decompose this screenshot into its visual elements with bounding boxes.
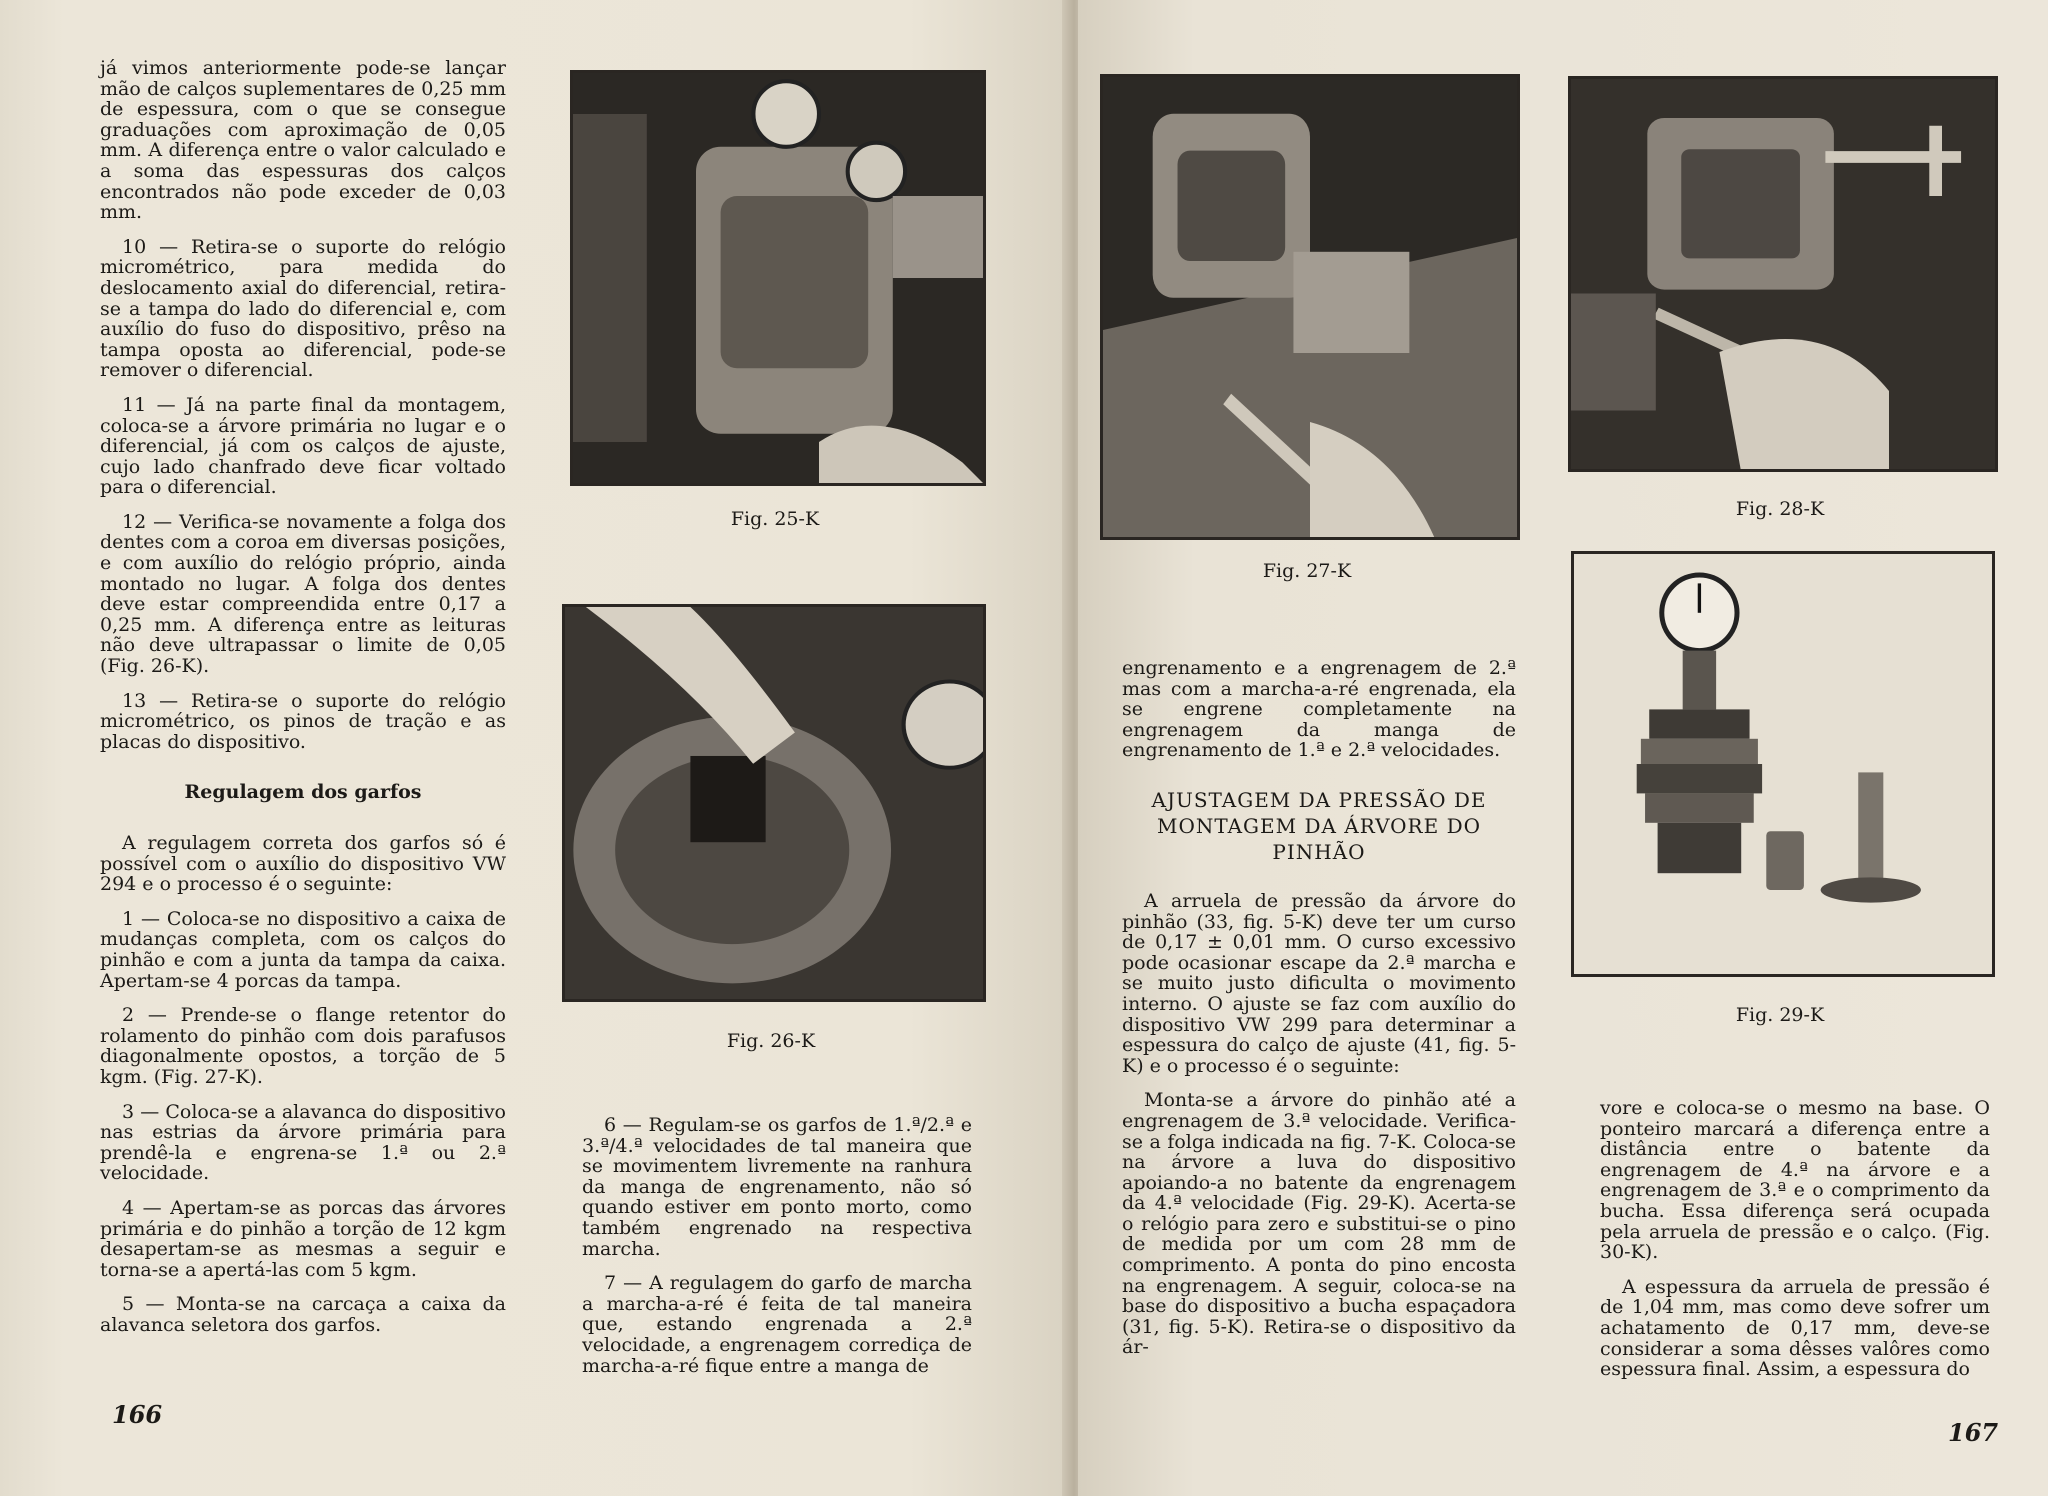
paragraph-continuation: já vimos anteriormente pode-se lançar mão de calços suplementares de 0,25 mm de espessura, com o que se consegue graduações com aproximação de 0,05 mm. A diferença entre o valor calculado e a soma das espessuras dos calços encontrados não pode exceder de 0,03 mm. [100, 57, 506, 224]
paragraph-continuation-right: engrenamento e a engrenagem de 2.ª mas com a marcha-a-ré engrenada, ela se engrene completamente na engrenagem da manga de engrenamento de 1.ª e 2.ª velocidades. [1122, 657, 1516, 762]
step-4: 4 — Apertam-se as porcas das árvores primária e do pinhão a torção de 12 kgm desapertam-se as mesmas a seguir e torna-se a apertá-las com 5 kgm. [100, 1196, 506, 1281]
step-2: 2 — Prende-se o flange retentor do rolamento do pinhão com dois parafusos diagonalmente opostos, a torção de 5 kgm. (Fig. 27-K). [100, 1004, 506, 1088]
section-title-ajustagem: AJUSTAGEM DA PRESSÃO DE MONTAGEM DA ÁRVORE DO PINHÃO [1151, 787, 1487, 864]
left-column-1 [100, 58, 506, 1349]
figure-25k-caption: Fig. 25-K [730, 508, 820, 530]
page-number-left: 166 [112, 1400, 163, 1429]
page-167 [1078, 0, 2048, 1496]
step-6: 6 — Regulam-se os garfos de 1.ª/2.ª e 3.ª/4.ª velocidades de tal maneira que se movimentem livremente na ranhura da manga de engrenamento, não só quando estiver em ponto morto, como também engrenado na respectiva marcha. [582, 1114, 972, 1260]
step-5: 5 — Monta-se na carcaça a caixa da alavanca seletora dos garfos. [100, 1293, 506, 1336]
figure-26k-caption: Fig. 26-K [726, 1030, 816, 1052]
figure-26k-photo [562, 604, 986, 1002]
figure-29k-caption: Fig. 29-K [1735, 1004, 1825, 1026]
paragraph-monta: Monta-se a árvore do pinhão até a engrenagem de 3.ª velocidade. Verifica-se a folga indicada na fig. 7-K. Coloca-se na árvore a luva do dispositivo apoiando-a no batente da engrenagem da 4.ª velocidade (Fig. 29-K). Acerta-se o relógio para zero e substitui-se o pino de medida por um com 28 mm de comprimento. A ponta do pino encosta na engrenagem. A seguir, coloca-se na base do dispositivo a bucha espaçadora (31, fig. 5-K). Retira-se o dispositivo da ár- [1122, 1089, 1516, 1359]
figure-29k-photo [1571, 551, 1995, 977]
page-number-right: 167 [1948, 1418, 1999, 1447]
figure-27k-photo [1100, 74, 1520, 540]
paragraph-espessura: A espessura da arruela de pressão é de 1,04 mm, mas como deve sofrer um achatamento de 0,17 mm, deve-se considerar a soma dêsses valôres como espessura final. Assim, a espessura do [1600, 1275, 1990, 1381]
figure-28k-caption: Fig. 28-K [1735, 498, 1825, 520]
right-column-1-text [1122, 658, 1516, 1372]
figure-25k-photo [570, 70, 986, 486]
intro-paragraph: A regulagem correta dos garfos só é possível com o auxílio do dispositivo VW 294 e o processo é o seguinte: [100, 832, 506, 896]
right-column-2-text [1600, 1098, 1990, 1394]
step-10: 10 — Retira-se o suporte do relógio micrométrico, para medida do deslocamento axial do diferencial, retira-se a tampa do lado do diferencial e, com auxílio do fuso do dispositivo, prêso na tampa oposta ao diferencial, pode-se remover o diferencial. [100, 235, 506, 382]
paragraph-vore: vore e coloca-se o mesmo na base. O ponteiro marcará a diferença entre a distância entre o batente da engrenagem de 4.ª na árvore e a engrenagem de 3.ª e o comprimento da bucha. Essa diferença será ocupada pela arruela de pressão e o calço. (Fig. 30-K). [1600, 1097, 1990, 1264]
step-1: 1 — Coloca-se no dispositivo a caixa de mudanças completa, com os calços do pinhão e com a junta da tampa da caixa. Apertam-se 4 porcas da tampa. [100, 907, 506, 992]
step-3: 3 — Coloca-se a alavanca do dispositivo nas estrias da árvore primária para prendê-la e engrena-se 1.ª ou 2.ª velocidade. [100, 1100, 506, 1185]
step-11: 11 — Já na parte final da montagem, coloca-se a árvore primária no lugar e o diferencial, já com os calços de ajuste, cujo lado chanfrado deve ficar voltado para o diferencial. [100, 393, 506, 499]
figure-27k-caption: Fig. 27-K [1262, 560, 1352, 582]
subheading-regulagem: Regulagem dos garfos [184, 781, 422, 804]
step-7: 7 — A regulagem do garfo de marcha a marcha-a-ré é feita de tal maneira que, estando engrenada a 2.ª velocidade, a engrenagem corrediça de marcha-a-ré fique entre a manga de [582, 1272, 972, 1377]
step-12: 12 — Verifica-se novamente a folga dos dentes com a coroa em diversas posições, e com auxílio do relógio próprio, ainda montado no lugar. A folga dos dentes deve estar compreendida entre 0,17 a 0,25 mm. A diferença entre as leituras não deve ultrapassar o limite de 0,05 (Fig. 26-K). [100, 510, 506, 678]
figure-28k-photo [1568, 76, 1998, 472]
paragraph-arruela: A arruela de pressão da árvore do pinhão (33, fig. 5-K) deve ter um curso de 0,17 ± 0,01 mm. O curso excessivo pode ocasionar escape da 2.ª marcha e se muito justo dificulta o movimento interno. O ajuste se faz com auxílio do dispositivo VW 299 para determinar a espessura do calço de ajuste (41, fig. 5-K) e o processo é o seguinte: [1122, 889, 1516, 1077]
step-13: 13 — Retira-se o suporte do relógio micrométrico, os pinos de tração e as placas do dispositivo. [100, 689, 506, 753]
left-column-2-text [582, 1115, 972, 1390]
